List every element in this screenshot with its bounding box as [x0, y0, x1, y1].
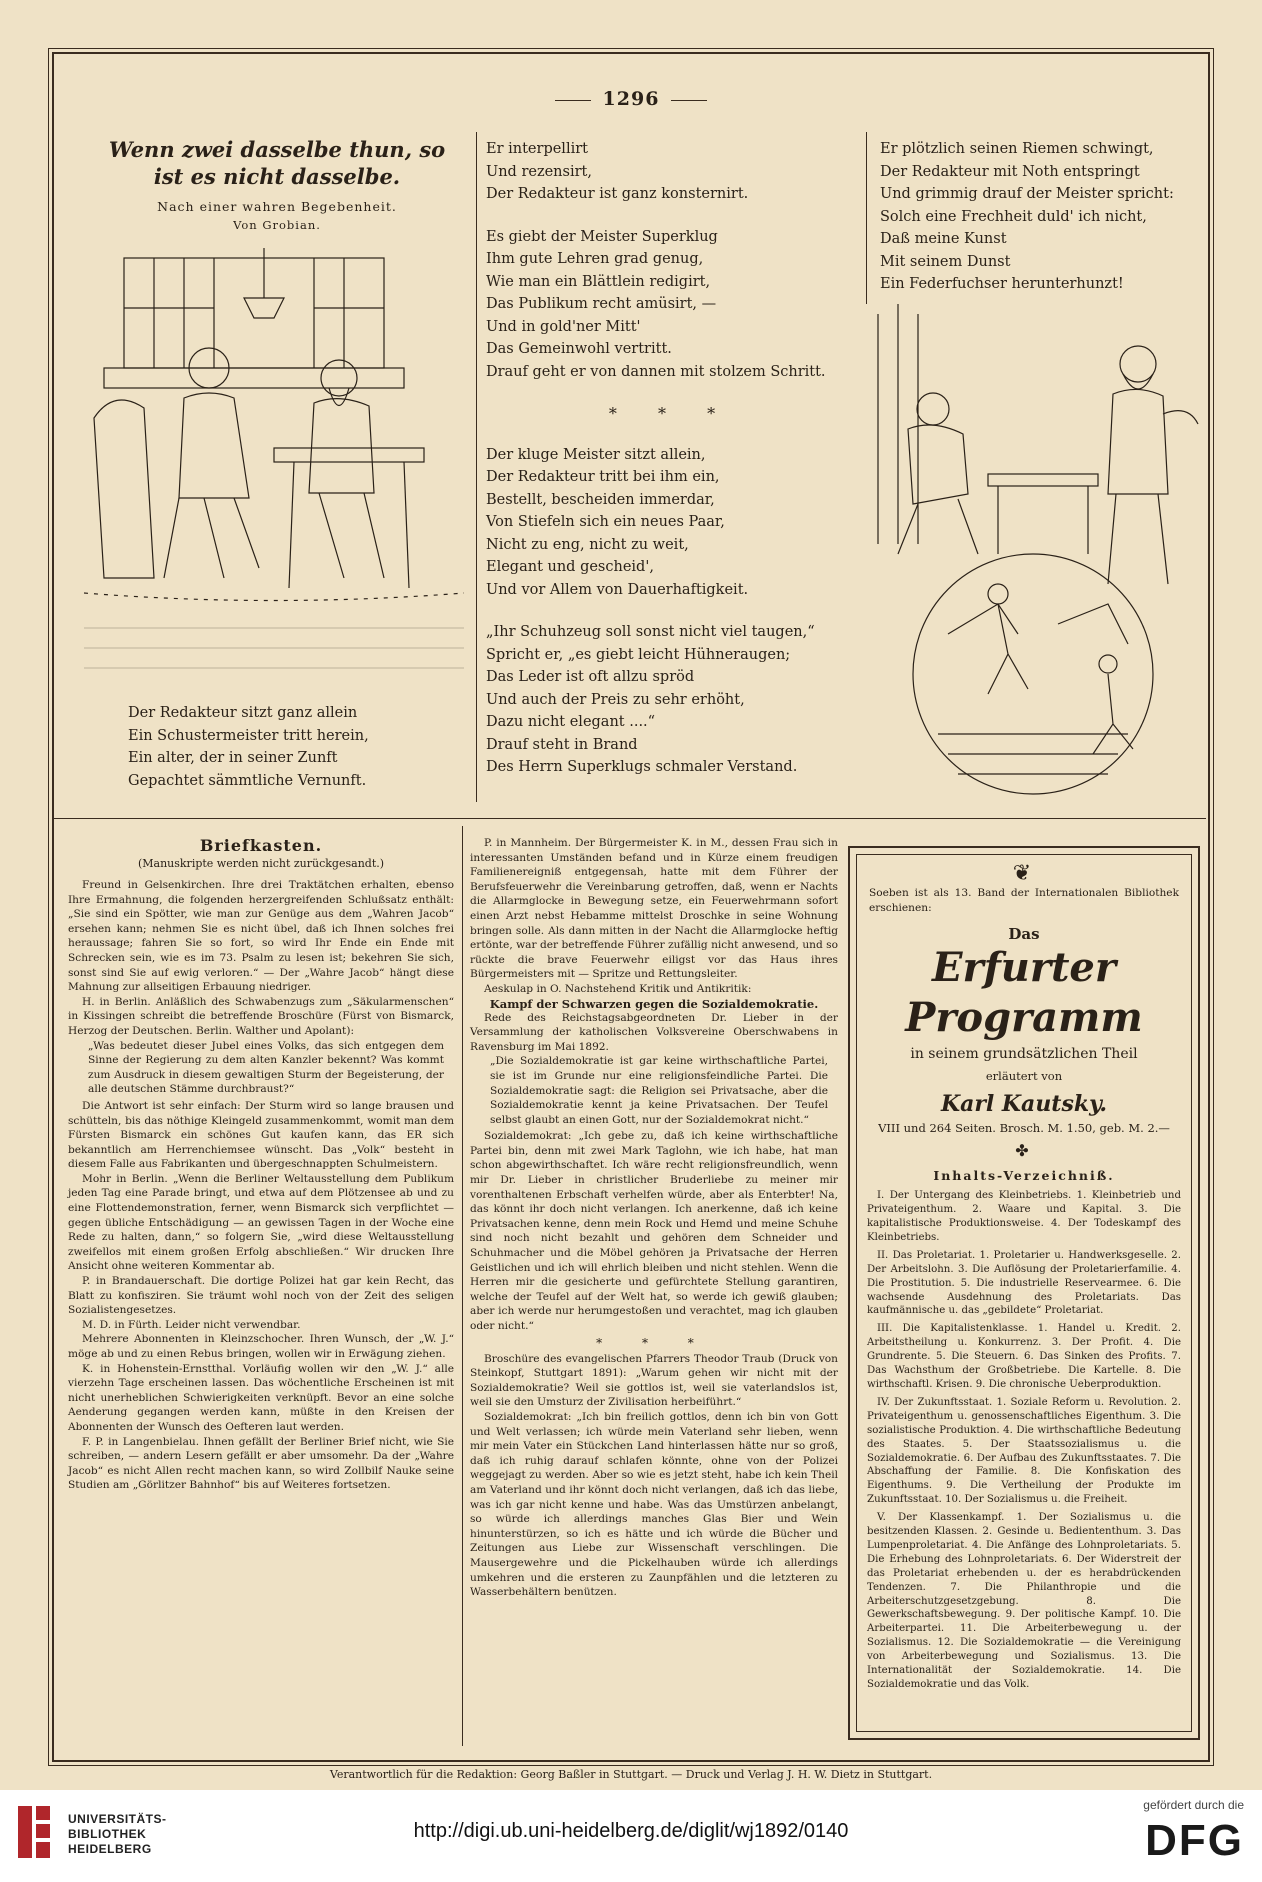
illustration-shoemaker-workshop — [858, 304, 1206, 804]
poem-author: Von Grobian. — [233, 218, 321, 232]
poem-line: Elegant und gescheid', — [486, 559, 654, 575]
briefkasten-note: (Manuskripte werden nicht zurückgesandt.) — [137, 857, 385, 870]
stanza-4 — [486, 444, 856, 602]
poem-line: Der Redakteur mit Noth entspringt — [880, 163, 1140, 180]
ad-intro: Soeben ist als 13. Band der Internationalen Bibliothek erschienen: — [869, 887, 1179, 914]
poem-line: „Ihr Schuhzeug soll sonst nicht viel taugen,“ — [486, 624, 815, 640]
poem-line: Drauf geht er von dannen mit stolzem Schritt. — [486, 363, 826, 380]
pamphlet-entry: Broschüre des evangelischen Pfarrers Theodor Traub (Druck von Steinkopf, Stuttgart 1891): „Warum gehen wir nicht mit der Sozialdemokratie? Weil sie gottlos ist, weil sie vaterlandslos ist, weil sie den Umsturz der Zivilisation herbeiführt.“ — [470, 1352, 838, 1409]
speech-source: Rede des Reichstagsabgeordneten Dr. Lieber in der Versammlung der katholischen Volksvereine Oberschwabens in Ravensburg im Mai 1892. — [470, 1011, 838, 1053]
letter-entry: K. in Hohenstein-Ernstthal. Vorläufig wollen wir den „W. J.“ alle vierzehn Tage erscheinen lassen. Das wöchentliche Erscheinen ist mit nicht unerheblichen Schwierigkeiten verknüpft. Bevor an eine solche Aenderung gegangen werden kann, müßte in den Kreisen der Abonnenten der Wunsch des Oefteren laut werden. — [68, 1362, 454, 1433]
stanza-2 — [486, 138, 856, 206]
illustration-editor-office — [84, 248, 464, 688]
poem-column-2 — [486, 138, 856, 799]
toc-section: I. Der Untergang des Kleinbetriebs. 1. Kleinbetrieb und Privateigenthum. 2. Waare und Kapital. 3. Die kapitalistische Produktionsweise. 4. Der Todeskampf des Kleinbetriebs. — [867, 1190, 1181, 1243]
ad-price: VIII und 264 Seiten. Brosch. M. 1.50, geb. M. 2.— — [878, 1121, 1170, 1136]
ad-subtitle: in seinem grundsätzlichen Theil — [910, 1046, 1138, 1063]
poem-line: Es giebt der Meister Superklug — [486, 228, 718, 245]
poem-line: Das Publikum recht amüsirt, — — [486, 296, 717, 312]
ad-article: Das — [1008, 925, 1040, 944]
page-number: 1296 — [0, 88, 1262, 110]
letter-quote: „Was bedeutet dieser Jubel eines Volks, das sich entgegen dem Sinne der Regierung zu dem alten Kanzler bekennt? Was kommt zum Ausdruck in diesem gewaltigen Sturm der Begeisterung, der alle deutschen Stämme durchbraust?“ — [88, 1039, 444, 1096]
library-name-line: BIBLIOTHEK — [68, 1827, 147, 1841]
letter-entry: F. P. in Langenbielau. Ihnen gefällt der Berliner Brief nicht, wie Sie schreiben, — andern Lesern gefällt er aber umsomehr. Da der „Wahre Jacob“ es nicht Allen recht machen kann, so wird Zollbilf Nauke seine Studien am „Görlitzer Bahnhof“ bis auf Weiteres fortsetzen. — [68, 1435, 454, 1492]
dfg-logo[interactable]: DFG — [1145, 1816, 1244, 1865]
letter-entry: Mehrere Abonnenten in Kleinzschocher. Ihren Wunsch, der „W. J.“ möge ab und zu einen Rebus bringen, wollen wir in Erwägung ziehen. — [68, 1333, 454, 1360]
poem-line: Wie man ein Blättlein redigirt, — [486, 273, 711, 290]
briefkasten-column — [68, 836, 454, 1493]
advertisement-box — [848, 846, 1200, 1740]
flower-ornament-icon: ✤ — [1015, 1141, 1033, 1161]
poem-line: Er interpellirt — [486, 141, 588, 157]
toc-section: III. Die Kapitalistenklasse. 1. Handel u. Kredit. 2. Arbeitstheilung u. Konkurrenz. 3. Der Profit. 4. Die Grundrente. 5. Die Steuern. 6. Das Sinken des Profits. 7. Das Wachsthum der Großbetriebe. Die Kartelle. 8. Die wirthschaftl. Krisen. 9. Die chronische Ueberproduktion. — [867, 1323, 1181, 1390]
stanza-6 — [880, 138, 1210, 296]
poem-line: Und auch der Preis zu sehr erhöht, — [486, 691, 745, 708]
poem-line: Mit seinem Dunst — [880, 253, 1011, 270]
poem-line: Ein Federfuchser herunterhunzt! — [880, 276, 1124, 292]
stanza-1 — [128, 702, 448, 792]
poem-line: Der kluge Meister sitzt allein, — [486, 446, 706, 463]
toc-section: II. Das Proletariat. 1. Proletarier u. Handwerksgeselle. 2. Der Arbeitslohn. 3. Die Auflösung der Proletarierfamilie. 4. Die Prostitution. 5. Die industrielle Reservearmee. 6. Die wachsende Ausdehnung des Proletariats. Das kaufmännische u. das „gebildete“ Proletariat. — [867, 1249, 1181, 1317]
poem-line: Und vor Allem von Dauerhaftigkeit. — [486, 581, 749, 598]
speech-quote: „Die Sozialdemokratie ist gar keine wirthschaftliche Partei, sie ist im Grunde nur eine religionsfeindliche Partei. Die Sozialdemokratie sagt: die Religion sei Privatsache, aber die Sozialdemokratie kennt ja keine Privatsachen. Der Teufel selbst glaubt an einen Gott, nur der Sozialdemokrat nicht.“ — [490, 1055, 828, 1126]
poem-title: Wenn zwei dasselbe thun, so ist es nicht dasselbe. — [108, 137, 446, 189]
column-rule — [476, 132, 477, 802]
poem-line: Dazu nicht elegant ....“ — [486, 714, 656, 730]
library-name-line: UNIVERSITÄTS- — [68, 1812, 167, 1826]
letter-entry: Mohr in Berlin. „Wenn die Berliner Weltausstellung dem Publikum jeden Tag eine Parade bringt, und etwa auf dem Plötzensee ab und zu eine Flottendemonstration, ferner, wenn Bismarck sich verpflichtet — gegen übliche Entschädigung — an gewissen Tagen in der Woche eine Rede zu halten, dann,“ so folgern Sie, „wird diese Weltausstellung zweifellos mit einem großen Erfolg abschließen.“ Wir drucken Ihre Ansicht ohne weiteren Kommentar ab. — [68, 1172, 454, 1273]
digitization-bar — [0, 1790, 1262, 1882]
toc-section: IV. Der Zukunftsstaat. 1. Soziale Reform u. Revolution. 2. Privateigenthum u. genossenschaftliches Eigenthum. 3. Die sozialistische Produktion. 4. Die wirthschaftliche Bedeutung des Staates. 5. Der Staatssozialismus u. die Sozialdemokratie. 6. Der Aufbau des Zukunftsstaates. 7. Die Abschaffung der Familie. 8. Die Konfiskation des Eigenthums. 9. Die Vertheilung der Produkte im Zukunftsstaat. 10. Der Sozialismus u. die Freiheit. — [867, 1396, 1181, 1506]
letters-column-2 — [470, 836, 838, 1600]
toc-section: V. Der Klassenkampf. 1. Der Sozialismus u. die besitzenden Klassen. 2. Gesinde u. Bediententhum. 3. Das Lumpenproletariat. 4. Die Anfänge des Lohnproletariats. 5. Die Erhebung des Lohnproletariats. 6. Der Widerstreit der das Proletariat erhebenden u. der es herabdrückenden Tendenzen. 7. Die Philanthropie und die Arbeiterschutzgesetzgebung. 8. Die Gewerkschaftsbewegung. 9. Der politische Kampf. 10. Die Arbeiterpartei. 11. Die Arbeiterbewegung u. der Sozialismus. 12. Die Sozialdemokratie — die Vereinigung von Arbeiterbewegung und Sozialismus. 13. Die Internationalität der Sozialdemokratie. 14. Die Sozialdemokratie und das Volk. — [867, 1512, 1181, 1690]
poem-column-1 — [92, 136, 462, 234]
poem-line: Nicht zu eng, nicht zu weit, — [486, 536, 689, 553]
advertisement-inner-frame — [856, 854, 1192, 1732]
stanza-3 — [486, 226, 856, 384]
letter-entry: Die Antwort ist sehr einfach: Der Sturm wird so lange brausen und schütteln, bis das nöthige Kleingeld zusammenkommt, womit man dem Fürsten Bismarck ein schönes Gut kaufen kann, das ER sich bekanntlich am Herrenchiemsee wünscht. Das „Volk“ besteht in diesem Falle aus Fabrikanten und übergeschnappten Schulmeistern. — [68, 1099, 454, 1171]
poem-line: Des Herrn Superklugs schmaler Verstand. — [486, 759, 798, 775]
poem-line: Das Leder ist oft allzu spröd — [486, 669, 695, 685]
poem-line: Ihm gute Lehren grad genug, — [486, 251, 704, 267]
poem-line: Der Redakteur sitzt ganz allein — [128, 705, 358, 721]
letter-entry: Freund in Gelsenkirchen. Ihre drei Traktätchen erhalten, ebenso Ihre Ermahnung, die folgenden herzergreifenden Schlußsatz enthält: „Sie sind ein Spötter, wie man zur Genüge aus dem „Wahren Jacob“ ersehen kann; nehmen Sie es nicht übel, daß ich Ihnen solches frei heraussage; fahren Sie so fort, so wird Ihr Ende ein Ende mit Schrecken sein, wie es im 73. Psalm zu lesen ist; bekehren Sie sich, sonst sind Sie auf ewig verloren.“ — Der „Wahre Jacob“ hängt diese Mahnung zur allseitigen Erbauung niedriger. — [68, 879, 454, 994]
poem-line: Der Redakteur tritt bei ihm ein, — [486, 469, 720, 485]
poem-line: Bestellt, bescheiden immerdar, — [486, 491, 715, 508]
letter-entry: M. D. in Fürth. Leider nicht verwendbar. — [82, 1318, 301, 1331]
toc-title: Inhalts-Verzeichniß. — [933, 1168, 1115, 1184]
funded-by-label: gefördert durch die — [1143, 1798, 1244, 1812]
poem-line: Das Gemeinwohl vertritt. — [486, 341, 672, 357]
ad-explained-by: erläutert von — [985, 1069, 1063, 1084]
stanza-separator: * * * — [608, 404, 734, 423]
letter-entry: P. in Brandauerschaft. Die dortige Polizei hat gar kein Recht, das Blatt zu konfisziren. Sie träumt wohl noch von der Zeit des seligen Sozialistengesetzes. — [68, 1275, 454, 1317]
reply-entry: Sozialdemokrat: „Ich bin freilich gottlos, denn ich bin von Gott und Welt verlassen; ich würde mein Vaterland sehr lieben, wenn mir mein Vater ein Stückchen Land hinterlassen hätte nur so groß, daß ich ruhig darauf schlafen könnte, ohne von der Polizei weggejagt zu werden. Aber so wie es jetzt steht, habe ich kein Theil am Vaterland und ihr könnt doch nicht verlangen, daß ich das liebe, was ich gar nicht kenne und habe. Was das Umstürzen anbelangt, so würde ich allerdings manches Glas Bier und Wein hinunterstürzen, so ich es hätte und ich würde die Bücher und Zeitungen aus Liebe zur Wissenschaft verschlingen. Die Mausergewehre und die Pickelhauben würde ich allerdings umkehren und die ersteren zu Zaunpfählen und die letzteren zu Wasserbehältern benützen. — [470, 1410, 838, 1599]
imprint-footer: Verantwortlich für die Redaktion: Georg Baßler in Stuttgart. — Druck und Verlag J. H. W. Dietz in Stuttgart. — [329, 1768, 933, 1781]
poem-line: Spricht er, „es giebt leicht Hühneraugen; — [486, 646, 791, 663]
poem-line: Solch eine Frechheit duld' ich nicht, — [880, 208, 1147, 225]
poem-line: Der Redakteur ist ganz konsternirt. — [486, 186, 749, 202]
column-rule — [462, 826, 463, 1746]
ad-book-title: Erfurter Programm — [905, 944, 1143, 1042]
poem-line: Ein alter, der in seiner Zunft — [128, 750, 338, 766]
poem-line: Und in gold'ner Mitt' — [486, 318, 641, 335]
poem-line: Und grimmig drauf der Meister spricht: — [880, 186, 1174, 202]
article-heading: Kampf der Schwarzen gegen die Sozialdemokratie. — [489, 996, 819, 1011]
poem-line: Und rezensirt, — [486, 163, 592, 180]
permalink-url[interactable]: http://digi.ub.uni-heidelberg.de/diglit/wj1892/0140 — [413, 1820, 849, 1842]
letter-entry: H. in Berlin. Anläßlich des Schwabenzugs zum „Säkularmenschen“ in Kissingen schreibt die betreffende Broschüre (Fürst von Bismarck, Herzog der Deutschen. Berlin. Walther und Apolant): — [68, 995, 454, 1037]
library-name-line: HEIDELBERG — [68, 1842, 152, 1856]
poem-line: Drauf steht in Brand — [486, 736, 638, 753]
section-rule — [54, 818, 1206, 819]
poem-line: Ein Schustermeister tritt herein, — [128, 727, 369, 744]
poem-subtitle: Nach einer wahren Begebenheit. — [157, 199, 397, 214]
poem-line: Daß meine Kunst — [880, 231, 1007, 247]
briefkasten-title: Briefkasten. — [199, 836, 323, 855]
ornament-icon: ❦ — [1012, 861, 1036, 886]
poem-line: Gepachtet sämmtliche Vernunft. — [128, 772, 367, 789]
letter-entry: P. in Mannheim. Der Bürgermeister K. in M., dessen Frau sich in interessanten Umständen befand und in Kürze einem freudigen Familienereigniß entgegensah, hatte mit dem Führer der Berufsfeuerwehr die Vereinbarung getroffen, daß, wenn er Nachts die Allarmglocke in Bewegung setze, ein Feuerwehrmann sofort einen Arzt nebst Hebamme mittelst Droschke in seine Wohnung bringen solle. Als dann mitten in der Nacht die Allarmglocke heftig ertönte, war der betreffende Führer zufällig nicht anwesend, und so rückte die brave Feuerwehr eiligst vor das Haus ihres Bürgermeisters mit — Spritze und Rettungsleiter. — [470, 837, 838, 981]
stanza-5 — [486, 621, 856, 779]
reply-entry: Sozialdemokrat: „Ich gebe zu, daß ich keine wirthschaftliche Partei bin, denn mit zwei Mark Taglohn, wie ich habe, hat man schon abgewirthschaftet. Ich wäre recht religionsfreundlich, wenn mir Dr. Lieber in christlicher Bruderliebe zu meiner mir vorenthaltenen Erbschaft verhelfen würde, aber als Enterbter! Na, das könnt ihr doch nicht verlangen. Ich anerkenne, daß ich keine Privatsachen kenne, denn mein Rock und Hemd und meine Schuhe sind noch nicht bezahlt und gehören dem Schneider und Schuhmacher und die Möbel gehören ja Privatsache der Herren Geistlichen und ich will ehrlich bleiben und nicht stehlen. Wenn die Herren mir die gesicherte und gefürchtete Stellung garantiren, welche der Teufel auf der Welt hat, so werde ich gewiß glauben; aber ich werde nur herumgestoßen und verachtet, mag ich glauben oder nicht.“ — [470, 1130, 838, 1332]
ad-author: Karl Kautsky. — [940, 1091, 1108, 1118]
stanza-separator: * * * — [596, 1335, 712, 1350]
poem-line: Von Stiefeln sich ein neues Paar, — [486, 514, 725, 530]
poem-line: Er plötzlich seinen Riemen schwingt, — [880, 141, 1154, 157]
letter-entry: Aeskulap in O. Nachstehend Kritik und Antikritik: — [484, 982, 752, 995]
